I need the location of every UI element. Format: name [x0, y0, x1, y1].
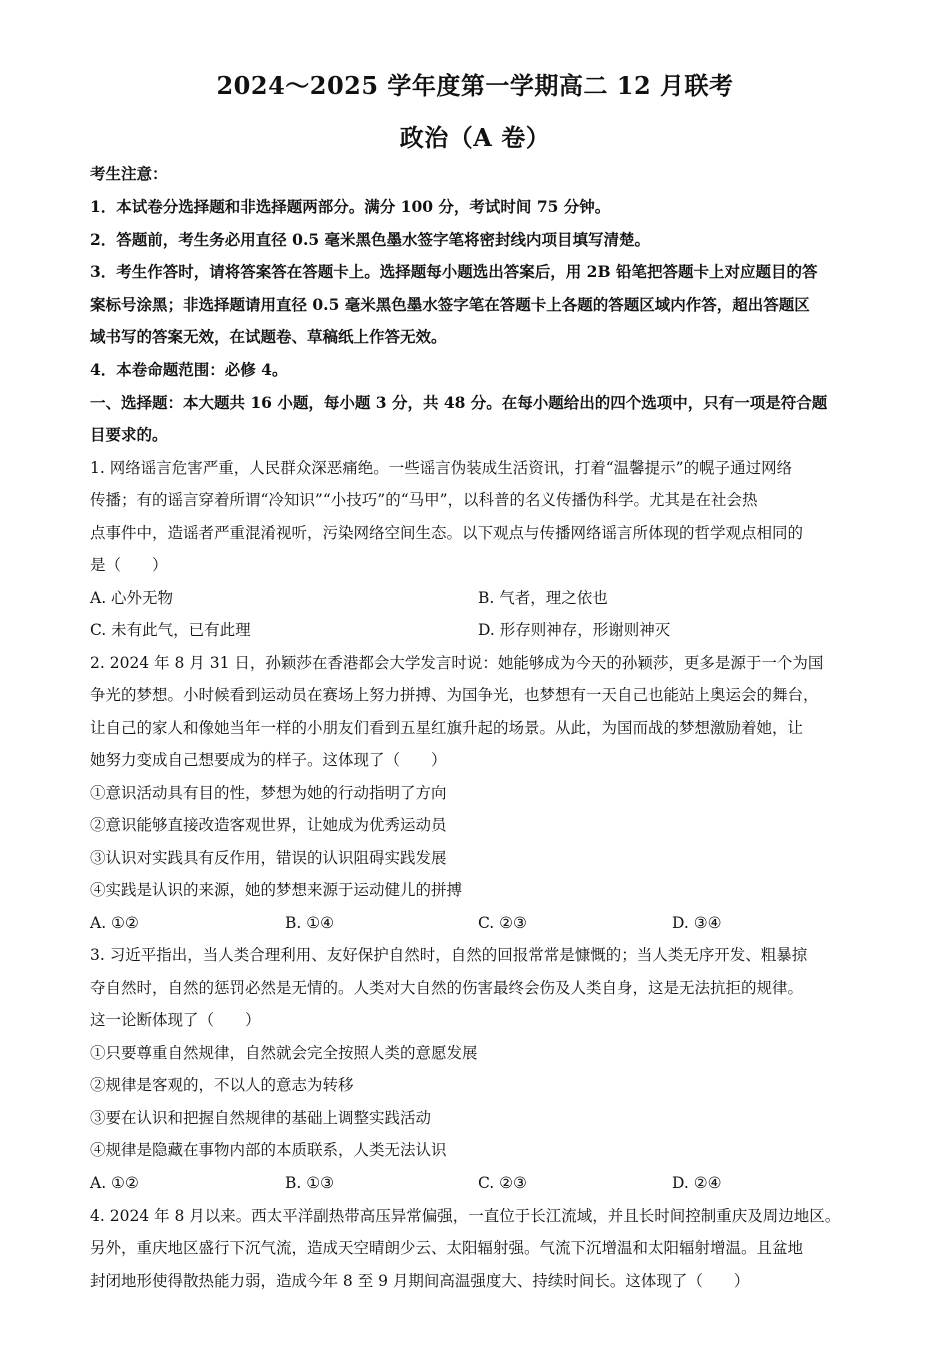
question-stem-line: 2. 2024 年 8 月 31 日，孙颖莎在香港都会大学发言时说：她能够成为今天的孙颖莎，更多是源于一个为国: [90, 654, 824, 672]
notice-heading: 考生注意：: [90, 164, 168, 183]
option-c: C. 未有此气，已有此理: [90, 621, 251, 639]
question-stem-line: 传播；有的谣言穿着所谓“冷知识”“小技巧”的“马甲”，以科普的名义传播伪科学。尤其是在社会热: [90, 491, 758, 509]
question-stem-line: 让自己的家人和像她当年一样的小朋友们看到五星红旗升起的场景。从此，为国而战的梦想激励着她，让: [90, 719, 804, 737]
option-c: C. ②③: [478, 1174, 527, 1192]
notice-item: 域书写的答案无效，在试题卷、草稿纸上作答无效。: [90, 327, 447, 346]
question-stem-line: 1. 网络谣言危害严重，人民群众深恶痛绝。一些谣言伪装成生活资讯，打着“温馨提示”的幌子通过网络: [90, 459, 793, 477]
exam-subtitle: 政治（A 卷）: [399, 123, 551, 152]
statement: ④规律是隐藏在事物内部的本质联系，人类无法认识: [90, 1141, 447, 1159]
question-stem-line: 这一论断体现了（ ）: [90, 1011, 261, 1029]
statement: ①只要尊重自然规律，自然就会完全按照人类的意愿发展: [90, 1044, 478, 1062]
question-stem-line: 争光的梦想。小时候看到运动员在赛场上努力拼搏、为国争光，也梦想有一天自己也能站上奥运会的舞台，: [90, 686, 819, 704]
notice-item: 2．答题前，考生务必用直径 0.5 毫米黑色墨水签字笔将密封线内项目填写清楚。: [90, 230, 651, 249]
option-c: C. ②③: [478, 914, 527, 932]
exam-title: 2024～2025 学年度第一学期高二 12 月联考: [216, 71, 734, 100]
question-stem-line: 另外，重庆地区盛行下沉气流，造成天空晴朗少云、太阳辐射强。气流下沉增温和太阳辐射增温。且盆地: [90, 1239, 804, 1257]
option-a: A. ①②: [90, 914, 139, 932]
option-b: B. 气者，理之依也: [478, 589, 608, 607]
question-stem-line: 她努力变成自己想要成为的样子。这体现了（ ）: [90, 751, 447, 769]
section-heading-line: 一、选择题：本大题共 16 小题，每小题 3 分，共 48 分。在每小题给出的四个选项中，只有一项是符合题: [90, 393, 828, 412]
section-heading-line: 目要求的。: [90, 425, 168, 444]
option-a: A. ①②: [90, 1174, 139, 1192]
statement: ②规律是客观的，不以人的意志为转移: [90, 1076, 354, 1094]
statement: ③认识对实践具有反作用，错误的认识阻碍实践发展: [90, 849, 447, 867]
question-stem-line: 是（ ）: [90, 556, 168, 574]
option-b: B. ①③: [285, 1174, 335, 1192]
option-b: B. ①④: [285, 914, 335, 932]
statement: ①意识活动具有目的性，梦想为她的行动指明了方向: [90, 784, 447, 802]
notice-item: 4．本卷命题范围：必修 4。: [90, 360, 288, 379]
notice-item: 1．本试卷分选择题和非选择题两部分。满分 100 分，考试时间 75 分钟。: [90, 197, 611, 216]
option-a: A. 心外无物: [90, 589, 174, 607]
question-stem-line: 3. 习近平指出，当人类合理利用、友好保护自然时，自然的回报常常是慷慨的；当人类无序开发、粗暴掠: [90, 946, 808, 964]
notice-item: 3．考生作答时，请将答案答在答题卡上。选择题每小题选出答案后，用 2B 铅笔把答题卡上对应题目的答: [90, 262, 818, 281]
option-d: D. ③④: [672, 914, 722, 932]
notice-item: 案标号涂黑；非选择题请用直径 0.5 毫米黑色墨水签字笔在答题卡上各题的答题区域内作答，超出答题区: [90, 295, 810, 314]
option-d: D. ②④: [672, 1174, 722, 1192]
statement: ②意识能够直接改造客观世界，让她成为优秀运动员: [90, 816, 447, 834]
option-d: D. 形存则神存，形谢则神灭: [478, 621, 671, 639]
statement: ④实践是认识的来源，她的梦想来源于运动健儿的拼搏: [90, 881, 463, 899]
statement: ③要在认识和把握自然规律的基础上调整实践活动: [90, 1109, 432, 1127]
question-stem-line: 点事件中，造谣者严重混淆视听，污染网络空间生态。以下观点与传播网络谣言所体现的哲学观点相同的: [90, 524, 804, 542]
question-stem-line: 夺自然时，自然的惩罚必然是无情的。人类对大自然的伤害最终会伤及人类自身，这是无法抗拒的规律。: [90, 979, 804, 997]
question-stem-line: 封闭地形使得散热能力弱，造成今年 8 至 9 月期间高温强度大、持续时间长。这体现了（ ）: [90, 1272, 750, 1290]
question-stem-line: 4. 2024 年 8 月以来。西太平洋副热带高压异常偏强，一直位于长江流域，并且长时间控制重庆及周边地区。: [90, 1207, 841, 1225]
